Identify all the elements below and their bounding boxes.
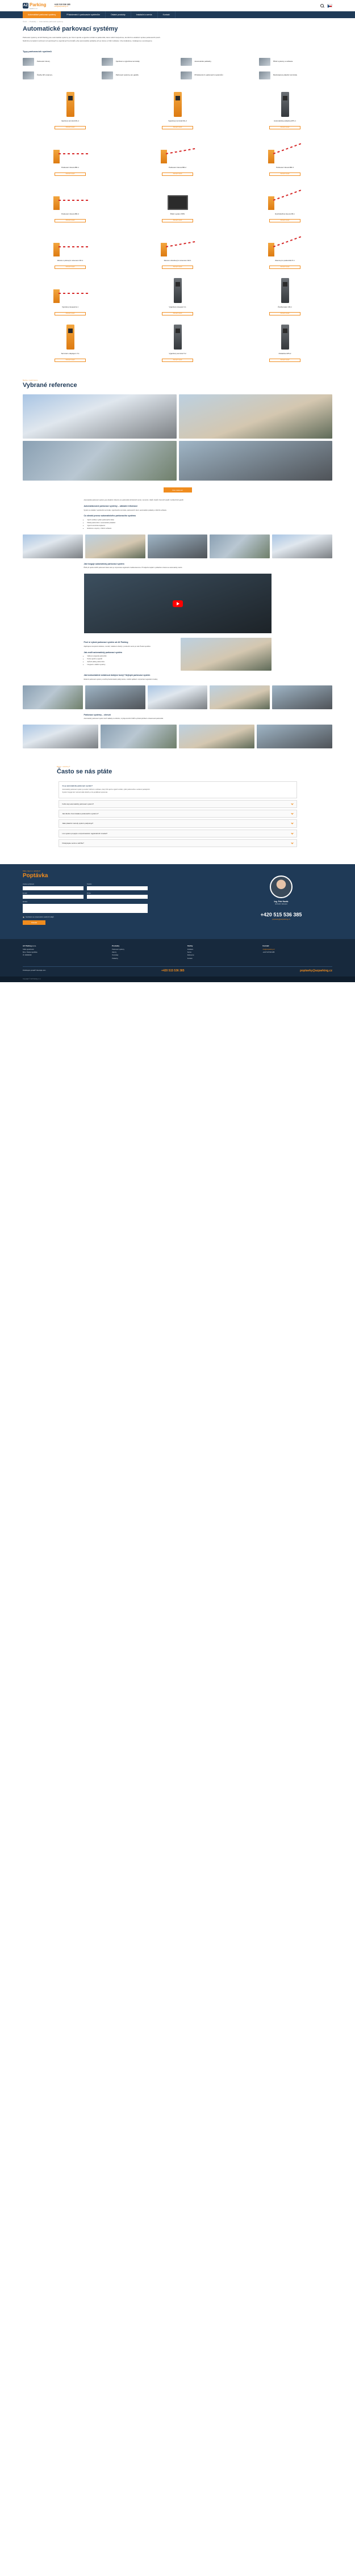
page-title: Automatické parkovací systémy <box>23 26 118 33</box>
product-detail-button[interactable]: Zobrazit detail <box>162 359 193 362</box>
faq-item[interactable] <box>59 839 297 847</box>
product-detail-button[interactable]: Zobrazit detail <box>269 219 300 222</box>
footer-col-title: Služby <box>187 945 193 948</box>
faq-item[interactable] <box>59 819 297 827</box>
product-name[interactable]: Rychloběžná závora FB-1 <box>275 212 295 215</box>
product-grid <box>23 90 332 362</box>
product-card[interactable] <box>237 90 332 129</box>
faq-item[interactable] <box>59 830 297 837</box>
czech-flag-icon[interactable] <box>327 4 332 7</box>
article-paragraph: Zajišťujeme kompletní dodávku, montáž, zaškolení obsluhy i pozáruční servis po celé České republice. <box>83 645 151 647</box>
name-field[interactable] <box>23 886 83 890</box>
list-item: • Způsob platby parkovného <box>87 661 175 663</box>
person-phone[interactable]: +420 515 536 385 <box>260 911 302 917</box>
breadcrumb-current: Automatické parkovací systémy <box>39 20 64 23</box>
product-illustration <box>268 187 302 210</box>
logo-sub: Systém s.r.o. <box>30 7 38 10</box>
category-label: Čtečky RZ a kamery <box>37 74 53 77</box>
gallery-photo[interactable] <box>272 534 332 558</box>
product-card[interactable] <box>130 276 225 315</box>
product-name[interactable]: Parkovací závora BR-4 <box>61 212 79 215</box>
nav-item-other-products[interactable]: Ostatní produkty <box>106 11 131 18</box>
product-card[interactable] <box>237 183 332 222</box>
footer-cta-email[interactable]: poptavky@azparking.cz <box>300 969 332 973</box>
product-detail-button[interactable]: Zobrazit detail <box>162 312 193 315</box>
footer-address-line: IČ: 00000000 <box>23 954 32 957</box>
list-item: • Velikost a kapacita parkoviště <box>87 655 175 658</box>
article-heading: Automatizované parkovací systémy – základní informace <box>83 504 138 507</box>
product-name[interactable]: Výjezdový sloupek X-1 <box>169 305 186 308</box>
faq-title: Často se nás ptáte <box>57 768 112 776</box>
reference-photo[interactable] <box>179 394 333 439</box>
product-illustration <box>66 325 74 350</box>
consent-label: Souhlasím se zpracováním osobních údajů <box>26 916 54 918</box>
list-item: • Evidence a reporty v řídicím software <box>87 528 272 530</box>
product-name[interactable]: Závora pro parkoviště P-1 <box>275 259 295 262</box>
article <box>84 714 272 721</box>
breadcrumb-products[interactable]: Produkty <box>30 20 36 23</box>
category-thumb <box>259 58 270 66</box>
article-heading: Proč si vybrat parkovací systém od AZ Parking <box>83 641 128 644</box>
intro-text <box>23 36 210 42</box>
intro-paragraph: Parkovací systémy od AZ Parking jsou automatické systémy pro řízení vjezdu a výjezdu vozidel na parkoviště, které nabízí bezpečnou, komfortní a efektivní správu parkovacích ploch. <box>23 36 161 39</box>
product-illustration <box>161 141 195 163</box>
product-image <box>237 183 332 210</box>
list-item: • Integrace s dalšími systémy <box>87 664 175 666</box>
submit-button[interactable]: Odeslat <box>23 920 45 925</box>
person-name: Ing. Petr Horák <box>274 900 289 903</box>
person-role: obchodní zástupce <box>275 903 287 905</box>
intro-paragraph: Nabízíme kompletní sortiment od vjezdových a výjezdových terminálů, přes automatické pokladny až po závory a řídicí software. Vše dodáváme, instalujeme a servisujeme. <box>23 39 153 42</box>
play-icon[interactable] <box>173 600 183 607</box>
inquiry-section <box>0 864 355 939</box>
product-image <box>237 322 332 350</box>
faq-kicker: Máte otázky? <box>57 765 70 768</box>
product-card[interactable] <box>237 229 332 269</box>
article-heading: Parkovací systémy – shrnutí <box>83 713 111 716</box>
gallery-photo[interactable] <box>210 534 270 558</box>
photo-gallery <box>23 725 332 748</box>
chevron-down-icon <box>291 841 293 844</box>
product-card[interactable] <box>130 136 225 176</box>
product-image <box>23 183 118 210</box>
product-illustration <box>268 141 302 163</box>
footer-link[interactable]: Kontakt <box>187 957 193 959</box>
product-card[interactable] <box>130 183 225 222</box>
phone-label: Telefon <box>87 883 92 886</box>
faq-item[interactable] <box>59 810 297 818</box>
footer-address-line: Sídlo společnosti <box>23 949 34 951</box>
reference-photo[interactable] <box>23 441 177 481</box>
product-card[interactable] <box>23 229 118 269</box>
category-item[interactable] <box>23 70 96 81</box>
category-item[interactable] <box>23 57 96 67</box>
faq-question: Jak dlouho trvá instalace parkovacího systému? <box>62 813 99 815</box>
product-illustration <box>268 234 302 256</box>
product-image <box>23 229 118 256</box>
product-name[interactable]: Výjezdový terminál ML-2 <box>168 119 187 122</box>
gallery-photo[interactable] <box>210 685 270 709</box>
article <box>84 563 272 570</box>
header-phone[interactable]: +420 515 536 385 <box>54 3 70 6</box>
faq-answer: Automatický parkovací systém je soubor zařízení a softwaru, který řídí vjezd a výjezd vozidel, výběr parkovného a evidenci parkujících. <box>62 788 151 790</box>
product-illustration <box>53 234 87 256</box>
product-name[interactable]: Pokladna APS-2 <box>278 352 291 355</box>
product-image <box>130 90 225 117</box>
category-label: Parkovací systémy pro garáže <box>115 74 139 77</box>
footer-cta-bar <box>23 966 332 973</box>
footer-cta-phone[interactable]: +420 515 536 385 <box>161 969 185 973</box>
category-grid <box>23 57 332 81</box>
product-image <box>130 229 225 256</box>
gallery-photo[interactable] <box>85 685 145 709</box>
article-heading: Jak bezkontaktně zvládnout dobíjecí body? Nejlepší parkovací systém <box>83 674 151 677</box>
product-detail-button[interactable]: Zobrazit detail <box>269 312 300 315</box>
references-kicker: Naše realizace <box>23 378 38 381</box>
gallery-photo[interactable] <box>148 685 208 709</box>
product-illustration <box>281 325 289 350</box>
product-card[interactable] <box>130 229 225 269</box>
footer-link[interactable]: Servis <box>187 952 191 954</box>
product-detail-button[interactable]: Zobrazit detail <box>55 172 86 176</box>
product-detail-button[interactable]: Zobrazit detail <box>269 359 300 362</box>
footer-company: AZ Parking s.r.o. <box>23 945 36 948</box>
product-illustration <box>161 234 195 256</box>
breadcrumb: Úvod › Produkty › Automatické parkovací systémy <box>23 20 64 23</box>
category-item[interactable] <box>181 70 254 81</box>
footer-col-title: Kontakt <box>262 945 269 948</box>
product-image <box>23 276 118 303</box>
product-illustration <box>174 325 182 350</box>
faq-question: Lze systém propojit s rozpoznáváním registračních značek? <box>62 832 108 835</box>
company-field[interactable] <box>87 892 148 899</box>
gallery-photo[interactable] <box>272 685 332 709</box>
avatar <box>270 875 293 898</box>
search-icon[interactable] <box>320 4 324 7</box>
chevron-down-icon <box>291 802 293 805</box>
footer-cta-text: Potřebujete poradit? Zavolejte nám <box>23 970 46 972</box>
inquiry-kicker: Máte zájem o nabídku? <box>23 870 41 873</box>
category-label: Řídicí systémy a software <box>273 60 293 63</box>
reference-photo[interactable] <box>23 394 177 439</box>
product-image <box>237 276 332 303</box>
article <box>84 499 272 529</box>
product-detail-button[interactable]: Zobrazit detail <box>269 266 300 269</box>
photo-gallery <box>23 534 332 558</box>
product-name[interactable]: Vjezdový sloupek E-1 <box>62 305 78 308</box>
product-illustration <box>174 278 182 303</box>
photo-gallery <box>23 685 332 709</box>
chevron-down-icon <box>291 822 293 824</box>
category-label: Automatické pokladny <box>194 60 211 63</box>
product-card[interactable] <box>23 90 118 129</box>
product-image <box>23 322 118 350</box>
gallery-photo[interactable] <box>148 534 208 558</box>
copyright-text: Copyright © AZ Parking s.r.o. <box>23 978 41 980</box>
main-nav <box>0 11 355 18</box>
message-label: Zpráva <box>23 901 28 903</box>
category-item[interactable] <box>259 57 332 67</box>
product-detail-button[interactable]: Zobrazit detail <box>162 126 193 129</box>
product-image <box>23 136 118 163</box>
article-list <box>87 655 175 666</box>
email-label: E-mail <box>23 892 27 894</box>
product-name[interactable]: Řídicí systém PMS <box>170 212 185 215</box>
product-detail-button[interactable]: Zobrazit detail <box>55 219 86 222</box>
category-label: Příslušenství k parkovacím systémům <box>194 74 223 77</box>
inquiry-title: Poptávka <box>23 873 48 879</box>
product-card[interactable] <box>237 322 332 362</box>
name-label: Jméno a příjmení <box>23 883 35 886</box>
product-image <box>130 183 225 210</box>
product-image <box>23 90 118 117</box>
product-name[interactable]: Parkovací závora BR-1 <box>61 166 79 169</box>
article-paragraph: Automatický parkovací systém šetří náklady na obsluhu, zvyšuje komfort řidičů a přináší přehled o obsazenosti parkoviště. <box>83 718 164 720</box>
footer-link[interactable]: Reference <box>187 954 194 957</box>
category-label: Bezdotykové platební terminály <box>273 74 297 77</box>
faq-question[interactable]: Co je automatický parkovací systém? <box>62 784 93 787</box>
product-detail-button[interactable]: Zobrazit detail <box>55 126 86 129</box>
list-item: • Platba parkovného v automatické pokladně <box>87 522 272 524</box>
list-item: • Výjezd a kontrola zaplacení <box>87 525 272 527</box>
product-illustration <box>53 280 87 303</box>
product-name[interactable]: Výjezdový terminál T-2 <box>169 352 186 355</box>
logo-mark: AZ <box>23 3 28 9</box>
product-illustration <box>281 278 289 303</box>
gallery-photo[interactable] <box>101 725 176 748</box>
article-list <box>87 519 272 529</box>
faq-item[interactable] <box>59 800 297 808</box>
consent-checkbox[interactable] <box>23 916 24 918</box>
article-heading: Jak zvolit automatický parkovací systém <box>83 651 123 654</box>
article-photo <box>181 638 272 671</box>
gallery-photo[interactable] <box>23 725 98 748</box>
categories-title: Typy parkovacích systémů <box>23 49 52 53</box>
product-detail-button[interactable]: Zobrazit detail <box>269 126 300 129</box>
product-illustration <box>66 92 74 117</box>
product-name[interactable]: Parkovací závora BR-3 <box>276 166 294 169</box>
product-card[interactable] <box>130 322 225 362</box>
product-image <box>130 136 225 163</box>
nav-item-contact[interactable]: Kontakt <box>158 11 176 18</box>
product-card[interactable] <box>23 183 118 222</box>
category-label: Parkovací závory <box>37 60 51 63</box>
footer-col-title: Produkty <box>112 945 120 948</box>
footer-link[interactable]: Terminály <box>112 954 119 957</box>
nav-item-install-service[interactable]: Instalační a servis <box>131 11 158 18</box>
product-detail-button[interactable]: Zobrazit detail <box>162 219 193 222</box>
product-detail-button[interactable]: Zobrazit detail <box>162 172 193 176</box>
product-detail-button[interactable]: Zobrazit detail <box>55 312 86 315</box>
category-thumb <box>102 58 113 66</box>
product-name[interactable]: Závora s plotovým ramenem FR-1 <box>57 259 83 262</box>
references-gallery <box>23 394 332 481</box>
faq-question: Jaké platební metody systém podporuje? <box>62 822 94 825</box>
copyright-bar <box>0 976 355 982</box>
footer-link[interactable]: Závory <box>112 952 117 954</box>
category-thumb <box>102 71 113 79</box>
logo[interactable] <box>23 2 46 10</box>
product-name[interactable]: Parkovací závora BR-2 <box>169 166 186 169</box>
faq-item-open[interactable] <box>59 781 297 798</box>
breadcrumb-home[interactable]: Úvod <box>23 20 27 23</box>
product-image <box>237 136 332 163</box>
message-field[interactable] <box>23 904 148 913</box>
gallery-photo[interactable] <box>85 534 145 558</box>
contact-person <box>253 875 310 920</box>
category-item[interactable] <box>102 57 175 67</box>
product-illustration <box>53 187 87 210</box>
reference-photo[interactable] <box>179 441 333 481</box>
list-item: • Vjezd vozidla a vydání parkovacího lístku <box>87 519 272 521</box>
product-image <box>237 90 332 117</box>
logo-text: Parking <box>30 2 47 7</box>
product-illustration <box>174 92 182 117</box>
references-title: Vybrané reference <box>23 381 77 389</box>
faq-list <box>59 781 297 847</box>
product-image <box>130 322 225 350</box>
product-card[interactable] <box>23 136 118 176</box>
article-heading: Jak funguje automatický parkovací systém <box>83 562 124 565</box>
gallery-photo[interactable] <box>179 725 254 748</box>
article-paragraph: Systém se skládá z vjezdového terminálu, výjezdového terminálu, parkovacích závor, automatické pokladny a řídicího softwaru. <box>83 509 167 511</box>
gallery-photo[interactable] <box>23 685 83 709</box>
article-paragraph: Automatické parkovací systémy jsou ideálním řešením pro parkoviště obchodních center, nemocnic, úřadů, hotelů, firemních areálů i rezidenčních garáží. <box>83 499 184 502</box>
references-head <box>23 379 332 390</box>
faq-question: Kolik stojí automatický parkovací systém? <box>62 803 94 806</box>
product-name[interactable]: Vjezdový terminál ML-1 <box>61 119 80 122</box>
product-detail-button[interactable]: Zobrazit detail <box>55 359 86 362</box>
footer-link[interactable]: Pokladny <box>112 957 118 959</box>
product-name[interactable]: Čtečka karet CR-1 <box>278 305 292 308</box>
category-thumb <box>259 71 270 79</box>
product-detail-button[interactable]: Zobrazit detail <box>162 266 193 269</box>
product-name[interactable]: Terminál s displejem T-1 <box>61 352 80 355</box>
category-thumb <box>181 58 192 66</box>
product-image <box>237 229 332 256</box>
more-references-button[interactable]: Více referencí <box>164 487 192 493</box>
nav-item-accessories[interactable]: Příslušenství k parkovacím systémům <box>61 11 106 18</box>
header-email[interactable]: info@azparking.cz <box>54 5 69 8</box>
gallery-photo[interactable] <box>257 725 332 748</box>
category-item[interactable] <box>102 70 175 81</box>
article <box>84 638 272 681</box>
category-item[interactable] <box>259 70 332 81</box>
product-card[interactable] <box>23 276 118 315</box>
inquiry-form <box>23 883 148 925</box>
product-detail-button[interactable]: Zobrazit detail <box>55 266 86 269</box>
product-detail-button[interactable]: Zobrazit detail <box>269 172 300 176</box>
video-player[interactable] <box>84 574 272 633</box>
site-header <box>0 0 355 11</box>
product-illustration <box>53 141 87 163</box>
article-heading: Co obnáší provoz automatického parkovacího systému <box>83 515 136 517</box>
chevron-down-icon <box>291 832 293 834</box>
faq-answer: Systém funguje bez nutnosti stálé obsluhy a lze jej dálkově spravovat. <box>62 792 108 794</box>
email-field[interactable] <box>23 892 83 899</box>
site-footer <box>0 939 355 976</box>
person-email[interactable]: poptavky@azparking.cz <box>272 918 290 921</box>
product-card[interactable] <box>130 90 225 129</box>
product-card[interactable] <box>237 276 332 315</box>
chevron-down-icon <box>291 813 293 815</box>
nav-item-parking-systems[interactable]: Automatické parkovací systémy <box>23 11 61 18</box>
article-paragraph: Řidič při vjezdu obdrží parkovací lístek nebo je rozpoznána registrační značka kamerou. Při odjezdu zaplatí v pokladně a závora se automaticky otevře. <box>83 567 183 569</box>
category-label: Vjezdové a výjezdové terminály <box>115 60 140 63</box>
category-thumb <box>23 58 34 66</box>
product-image <box>130 276 225 303</box>
list-item: • Počet vjezdů a výjezdů <box>87 658 175 660</box>
footer-email[interactable]: info@azparking.cz <box>262 949 275 951</box>
product-name[interactable]: Automatická pokladna APS-1 <box>274 119 296 122</box>
footer-link[interactable]: Parkovací systémy <box>112 949 124 951</box>
header-contact <box>54 3 70 8</box>
product-card[interactable] <box>23 322 118 362</box>
gallery-photo[interactable] <box>23 534 83 558</box>
footer-link[interactable]: Instalace <box>187 949 194 951</box>
company-label: Firma <box>87 892 91 894</box>
footer-phone[interactable]: +420 515 536 385 <box>262 952 275 954</box>
article-paragraph: Moderní parkovací systémy umožňují bezkontaktní platby kartou, mobilní aplikací i rozpoznání registrační značky. <box>83 678 158 680</box>
category-thumb <box>181 71 192 79</box>
faq-head <box>23 765 332 777</box>
product-illustration <box>281 92 289 117</box>
product-card[interactable] <box>237 136 332 176</box>
footer-address-line: Brno, Česká republika <box>23 952 37 954</box>
product-name[interactable]: Závora s kloubovým ramenem AR-1 <box>164 259 191 262</box>
product-illustration <box>168 195 188 210</box>
category-thumb <box>23 71 34 79</box>
faq-question: Poskytujete servis a údržbu? <box>62 841 84 844</box>
category-item[interactable] <box>181 57 254 67</box>
phone-field[interactable] <box>87 886 148 890</box>
